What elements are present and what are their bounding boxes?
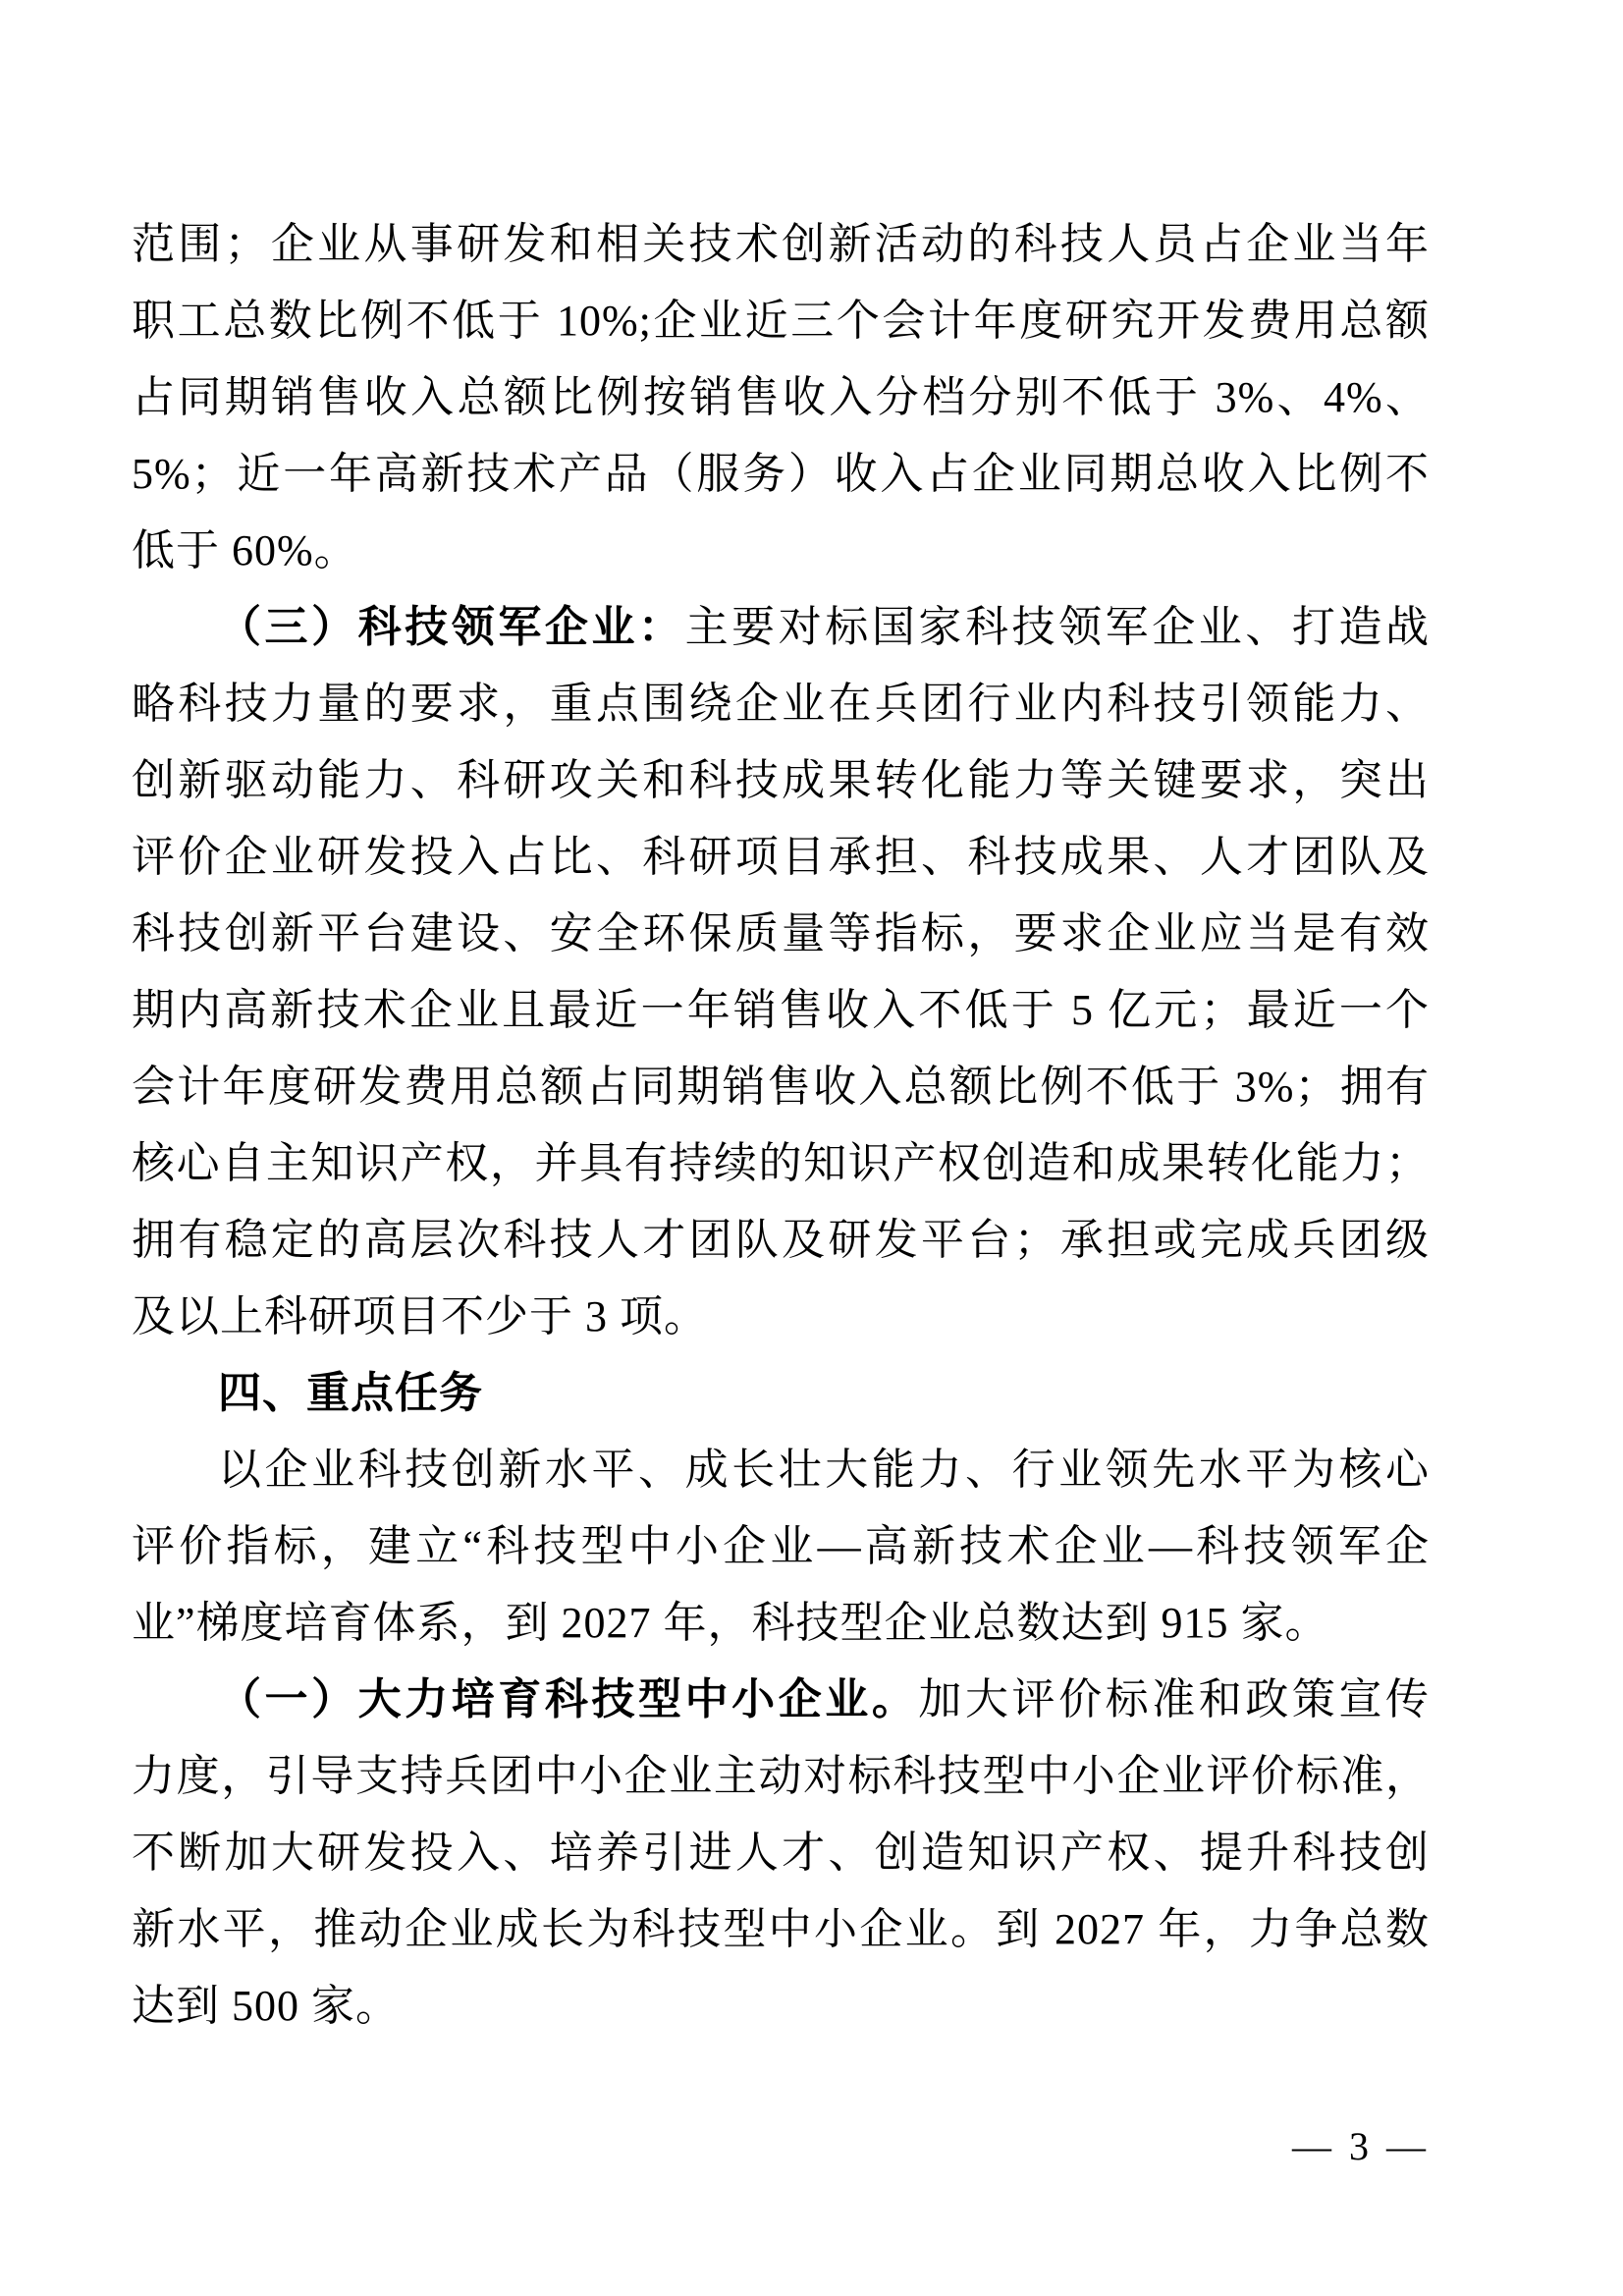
text-line: 评价企业研发投入占比、科研项目承担、科技成果、人才团队及 (132, 833, 1430, 881)
text-line: 会计年度研发费用总额占同期销售收入总额比例不低于 3%；拥有 (132, 1063, 1430, 1111)
text-line: 不断加大研发投入、培养引进人才、创造知识产权、提升科技创 (132, 1829, 1430, 1877)
subsection-label: （三）科技领军企业： (218, 603, 685, 651)
text-line: 创新驱动能力、科研攻关和科技成果转化能力等关键要求，突出 (132, 756, 1430, 804)
text-line: 低于 60%。 (132, 526, 358, 574)
text-line: 5%；近一年高新技术产品（服务）收入占企业同期总收入比例不 (132, 450, 1430, 498)
text-line: 力度，引导支持兵团中小企业主动对标科技型中小企业评价标准， (132, 1752, 1430, 1800)
text-line: 以企业科技创新水平、成长壮大能力、行业领先水平为核心 (218, 1446, 1430, 1494)
text-line: 职工总数比例不低于 10%;企业近三个会计年度研究开发费用总额 (132, 297, 1430, 345)
text-line: 期内高新技术企业且最近一年销售收入不低于 5 亿元；最近一个 (132, 986, 1430, 1034)
subsection-label: （一）大力培育科技型中小企业。 (218, 1675, 919, 1723)
text-line: 核心自主知识产权，并具有持续的知识产权创造和成果转化能力； (132, 1139, 1430, 1187)
text-line: 略科技力量的要求，重点围绕企业在兵团行业内科技引领能力、 (132, 680, 1430, 728)
text-line: 评价指标，建立“科技型中小企业—高新技术企业—科技领军企 (132, 1522, 1430, 1570)
text-line-subsection-1 (132, 1662, 1430, 1738)
text-line-subsection-3 (132, 589, 1430, 666)
text-line: 新水平，推动企业成长为科技型中小企业。到 2027 年，力争总数 (132, 1905, 1430, 1953)
text-line: 及以上科研项目不少于 3 项。 (132, 1292, 708, 1340)
text-line: 拥有稳定的高层次科技人才团队及研发平台；承担或完成兵团级 (132, 1216, 1430, 1264)
text-line: 占同期销售收入总额比例按销售收入分档分别不低于 3%、4%、 (132, 373, 1430, 421)
text-line: 业”梯度培育体系，到 2027 年，科技型企业总数达到 915 家。 (132, 1599, 1329, 1647)
text-line: 范围；企业从事研发和相关技术创新活动的科技人员占企业当年 (132, 220, 1430, 268)
subsection-text: 主要对标国家科技领军企业、打造战 (684, 603, 1431, 651)
subsection-text: 加大评价标准和政策宣传 (918, 1675, 1431, 1723)
text-line: 达到 500 家。 (132, 1982, 400, 2030)
page-number: — 3 — (1292, 2124, 1430, 2168)
text-line: 科技创新平台建设、安全环保质量等指标，要求企业应当是有效 (132, 909, 1430, 957)
section-heading-key-tasks: 四、重点任务 (218, 1369, 483, 1417)
document-body (132, 206, 1430, 2045)
